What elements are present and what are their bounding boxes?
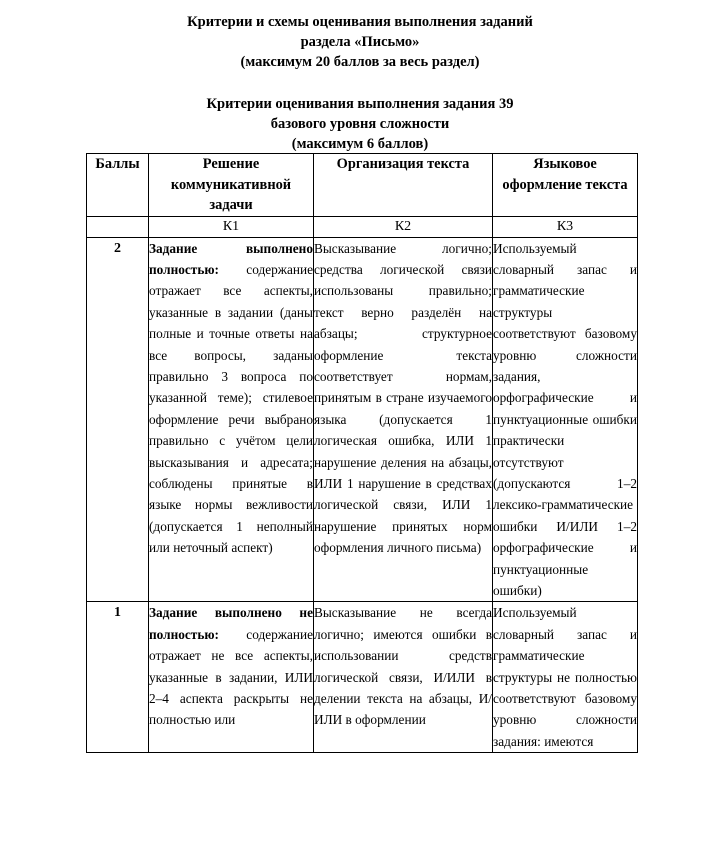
row-k1-text: содержание отражает не все аспекты, указанные в задании, ИЛИ 2–4 аспекта раскрыты не полностью или (149, 626, 313, 728)
row-k1-lead: Задание выполнено полностью: (149, 240, 313, 277)
row-k3-text: Используемый словарный запас и грамматические структуры не полностью соответствуют базовому уровню сложности задания: имеются (493, 605, 637, 749)
main-title-line-1: Критерии и схемы оценивания выполнения заданий (187, 14, 533, 30)
code-k1: К1 (149, 216, 314, 237)
row-k1-cell (149, 237, 314, 602)
main-title (0, 0, 720, 72)
header-k2-line-1: Организация текста (336, 156, 470, 172)
header-k3-line-1: Языковое (533, 156, 597, 172)
main-title-line-3: (максимум 20 баллов за весь раздел) (240, 54, 480, 70)
row-k3-cell (493, 602, 638, 753)
section-title (0, 72, 720, 154)
row-score-value: 1 (87, 602, 149, 753)
row-k3-text: Используемый словарный запас и грамматические структуры соответствуют базовому уровню сложности задания, орфографические и пунктуационные ошибки практически отсутствуют (допускаются 1–2 лексико-грамматические ошибки И/ИЛИ 1–2 орфографические и пунктуационные ошибки) (493, 240, 637, 598)
header-k3 (493, 154, 638, 217)
header-k1-line-3: задачи (209, 197, 253, 213)
row-score-value: 2 (87, 237, 149, 602)
header-score (87, 154, 149, 217)
row-k3-cell (493, 237, 638, 602)
header-k3-line-2: оформление текста (502, 176, 628, 193)
row-k1-cell (149, 602, 314, 753)
code-k2: К2 (314, 216, 493, 237)
header-k1 (149, 154, 314, 217)
table-header-row (87, 154, 638, 217)
table-row (87, 237, 638, 602)
section-title-line-3: (максимум 6 баллов) (291, 136, 429, 152)
header-score-label: Баллы (95, 156, 140, 172)
row-k2-text: Высказывание логично; средства логической связи использованы правильно; текст верно разделён на абзацы; структурное оформление текста соответствует нормам, принятым в стране изучаемого языка (допускается 1 логическая ошибка, ИЛИ 1 нарушение деления на абзацы, ИЛИ 1 нарушение в средствах логической связи, ИЛИ 1 нарушение принятых норм оформления личного письма) (314, 240, 492, 556)
criteria-table-container (86, 153, 637, 753)
row-k2-cell (314, 602, 493, 753)
header-k2 (314, 154, 493, 217)
main-title-line-2: раздела «Письмо» (300, 34, 420, 50)
row-k2-text: Высказывание не всегда логично; имеются ошибки в использовании средств логической связи, И/ИЛИ в делении текста на абзацы, И/ИЛИ в оформлении (314, 605, 492, 728)
row-k2-cell (314, 237, 493, 602)
criteria-table (86, 153, 638, 753)
table-code-row (87, 216, 638, 237)
row-k1-lead: Задание выполнено не полностью: (149, 605, 313, 642)
table-row (87, 602, 638, 753)
section-title-line-1: Критерии оценивания выполнения задания 39 (206, 96, 514, 112)
row-k1-text: содержание отражает все аспекты, указанные в задании (даны полные и точные ответы на все вопросы, заданы правильно 3 вопроса по указанной теме); стилевое оформление речи выбрано правильно с учётом цели высказывания и адресата; соблюдены принятые в языке нормы вежливости (допускается 1 неполный или неточный аспект) (149, 261, 313, 556)
header-k1-line-2: коммуникативной (170, 176, 292, 193)
section-title-line-2: базового уровня сложности (270, 116, 450, 132)
code-score (87, 216, 149, 237)
header-k1-line-1: Решение (202, 156, 260, 172)
code-k3: К3 (493, 216, 638, 237)
